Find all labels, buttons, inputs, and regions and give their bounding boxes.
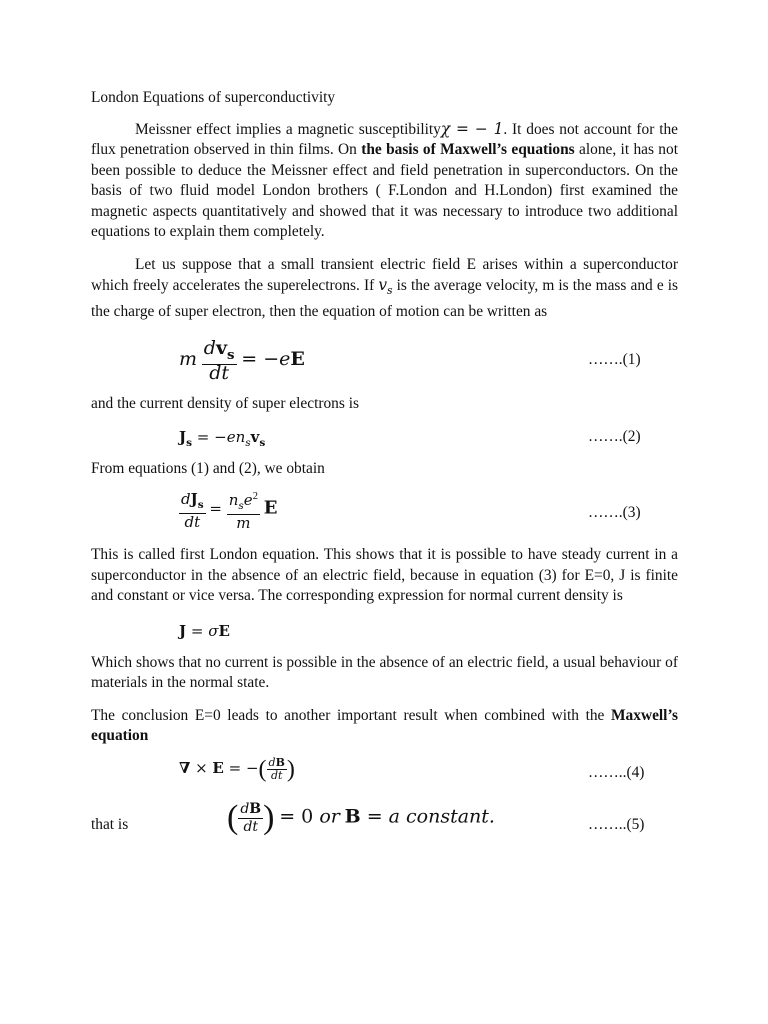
document-page	[91, 88, 678, 847]
equation-4-body: ∇ × E = −( $\frac{dB}{dt}$ )	[179, 755, 295, 782]
equation-5-prefix: that is	[91, 815, 129, 833]
equation-5-body: ( $\frac{dB}{dt}$ ) = 0 or B = a constant.	[227, 798, 495, 836]
paragraph-normal-state: Which shows that no current is possible in the absence of an electric field, a usual behaviour of materials in the normal state.	[91, 653, 678, 692]
equation-2-number: …….(2)	[588, 427, 641, 445]
equation-normal-current-body: J = σE	[179, 621, 230, 640]
equation-2	[91, 425, 678, 453]
equation-1	[91, 338, 678, 382]
equation-5-number: ……..(5)	[588, 815, 645, 833]
text-current-density: and the current density of super electrons is	[91, 395, 359, 413]
equation-3-body: $\frac{dJ_s}{dt}$ = $\frac{n_se^2}{m}$ E	[181, 489, 278, 533]
equation-3-number: …….(3)	[588, 504, 641, 522]
equation-normal-current	[91, 615, 678, 647]
equation-1-number: …….(1)	[588, 351, 641, 369]
paragraph-transient-field: Let us suppose that a small transient electric field E arises within a superconductor which freely accelerates the superelectrons. If $v_s$ is the average velocity, m is the mass and e is the charge of super electron, then the equation of motion can be written as	[91, 255, 679, 320]
susceptibility-math: χ = − 1	[440, 119, 504, 138]
section-title: London Equations of superconductivity	[91, 89, 336, 106]
paragraph-conclusion: The conclusion E=0 leads to another important result when combined with the Maxwell’s equation	[91, 706, 678, 745]
text-from-equations: From equations (1) and (2), we obtain	[91, 459, 325, 477]
equation-3	[91, 487, 678, 535]
equation-4	[91, 753, 678, 795]
equation-5	[91, 798, 678, 847]
equation-1-body: m $\frac{dv_s}{dt}$ = −eE	[179, 337, 305, 384]
equation-2-body: $J_s = -en_sv_s$	[179, 427, 266, 449]
equation-4-number: ……..(4)	[588, 763, 645, 781]
paragraph-first-london: This is called first London equation. This shows that it is possible to have steady current in a superconductor in the absence of an electric field, because in equation (3) for E=0, J is finite and constant or vice versa. The corresponding expression for normal current density is	[91, 546, 678, 605]
paragraph-meissner: Meissner effect implies a magnetic susceptibilityχ = − 1. It does not account for the flux penetration observed in thin films. On the basis of Maxwell’s equations alone, it has not been possible to deduce the Meissner effect and field penetration in superconductors. On the basis of two fluid model London brothers ( F.London and H.London) first examined the magnetic aspects quantitatively and showed that it was necessary to introduce two additional equations to explain them completely.	[91, 119, 678, 240]
